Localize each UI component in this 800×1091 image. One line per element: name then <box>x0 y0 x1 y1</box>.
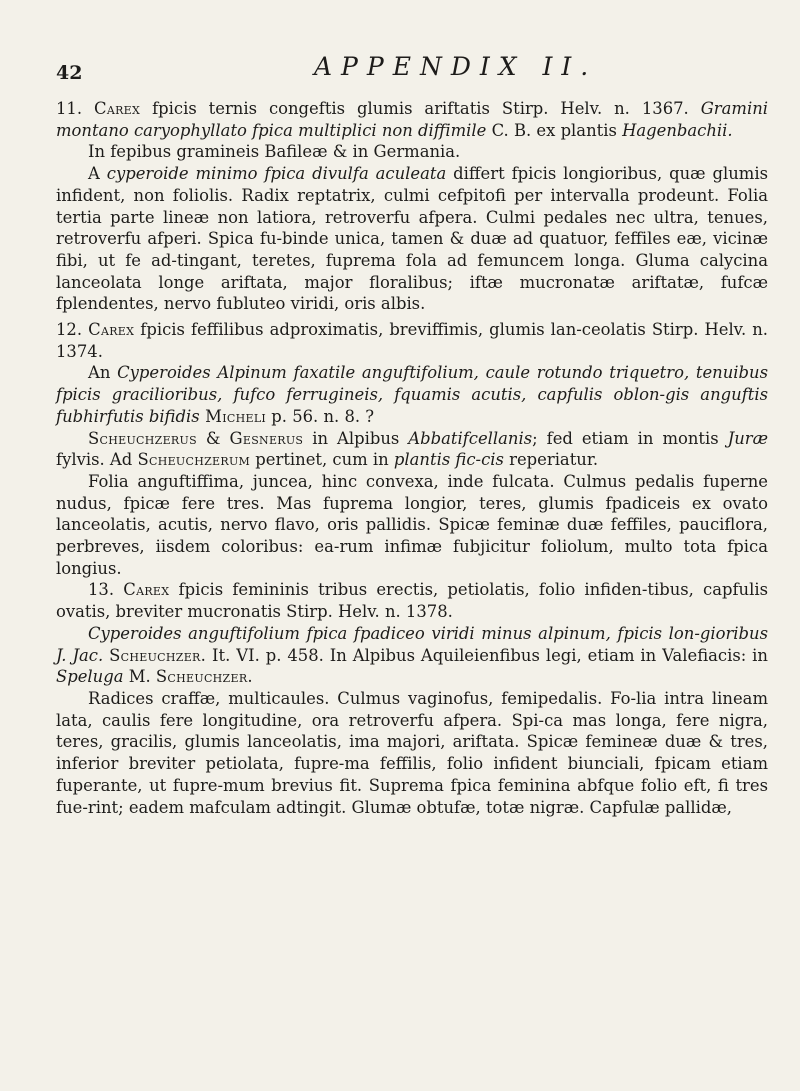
text-segment: p. 56. n. 8. ? <box>266 406 375 426</box>
page-number: 42 <box>56 62 83 84</box>
paragraph-p2 <box>56 141 768 163</box>
text-segment: & <box>196 428 230 448</box>
text-segment: Carex <box>123 580 170 600</box>
text-segment: Gesnerus <box>229 428 304 448</box>
text-segment: Carex <box>94 99 141 118</box>
text-segment: Scheuchzerus <box>88 428 197 448</box>
running-title: APPENDIX II. <box>314 52 598 81</box>
text-segment: A <box>88 164 107 184</box>
paragraph-p7 <box>56 471 768 580</box>
text-segment: fpicis femininis tribus erectis, petiolatis, folio infiden-tibus, capfulis ovatis, breviter mucronatis Stirp. Helv. n. 1378. <box>56 580 768 622</box>
text-segment: Gramini montano caryophyllato fpica multiplici non diffimile <box>56 99 768 140</box>
text-segment: M. <box>123 667 156 687</box>
text-segment: C. B. ex plantis <box>486 120 623 140</box>
text-segment: Cyperoides anguftifolium fpica fpadiceo viridi minus alpinum, fpicis lon-gioribus J. Jac. <box>56 623 768 665</box>
paragraph-p4 <box>56 319 768 362</box>
text-segment: Speluga <box>56 667 124 687</box>
text-segment: differt fpicis longioribus, quæ glumis infident, non foliolis. Radix reptatrix, culmi cefpitofi per intervalla prodeunt. Folia tertia parte lineæ non latiora, retroverfu afpera. Culmi pedales nec ultra, tenues, retroverfu afperi. Spica fu-binde unica, tamen & duæ ad quatuor, feffiles eæ, vicinæ fibi, ut fe ad-tingant, teretes, fuprema fola ad femuncem longa. Gluma calycina lanceolata longe ariftata, major floralibus; iftæ mucronatæ ariftatæ, fufcæ fplendentes, nervo fubluteo viridi, oris albis. <box>56 164 768 314</box>
text-segment: fpicis feffilibus adproximatis, breviffimis, glumis lan-ceolatis Stirp. Helv. n. 1374. <box>56 320 769 361</box>
paragraph-p3 <box>56 163 768 315</box>
text-segment: in Alpibus <box>303 428 409 448</box>
text-segment: 12. <box>56 320 89 340</box>
paragraph-p9 <box>56 623 768 688</box>
text-segment: 13. <box>88 580 124 600</box>
text-segment: Abbatifcellanis <box>408 428 533 448</box>
text-segment: Scheuchzer. <box>109 645 207 665</box>
text-segment: Carex <box>88 320 135 340</box>
text-segment: Folia anguftiffima, juncea, hinc convexa, inde fulcata. Culmus pedalis fuperne nudus, fpicæ fere tres. Mas fuprema longior, teres, glumis fpadiceis ex ovato lanceolatis, acutis, nervo flavo, oris pallidis. Spicæ feminæ duæ feffiles, pauciflora, perbreves, iisdem coloribus: ea-rum infimæ fubjicitur foliolum, multo tota fpica longius. <box>56 471 768 578</box>
body-text <box>56 94 768 818</box>
text-segment: Radices craffæ, multicaules. Culmus vaginofus, femipedalis. Fo-lia intra lineam lata, caulis fere longitudine, ora retroverfu afpera. Spi-ca mas longa, fere nigra, teres, gracilis, glumis lanceolatis, ima majori, ariftata. Spicæ femineæ duæ & tres, inferior breviter petiolata, fupre-ma feffilis, folio infident biunciali, fpicam etiam fuperante, ut fupre-mum brevius fit. Suprema fpica feminina abfque folio eft, fi tres fue-rint; eadem mafculam adtingit. Glumæ obtufæ, totæ nigræ. Capfulæ pallidæ, <box>56 688 768 817</box>
paragraph-p6 <box>56 428 768 471</box>
text-segment: reperiatur. <box>503 450 599 470</box>
page-header <box>56 52 760 88</box>
text-segment: fylvis. Ad <box>56 450 138 470</box>
text-segment: cyperoide minimo fpica divulfa aculeata <box>106 164 447 184</box>
text-segment: fpicis ternis congeftis glumis ariftatis Stirp. Helv. n. 1367. <box>140 99 701 118</box>
text-segment: Scheuchzer. <box>155 667 253 687</box>
text-segment: pertinet, cum in <box>250 450 394 470</box>
text-segment: Hagenbachii. <box>622 120 733 140</box>
paragraph-p10 <box>56 688 768 818</box>
text-segment: Cyperoides Alpinum faxatile anguftifolium, caule rotundo triquetro, tenuibus fpicis gracilioribus, fufco ferrugineis, fquamis acutis, capfulis oblon-gis anguftis fubhirfutis bifidis <box>56 363 768 426</box>
paragraph-p5 <box>56 362 768 427</box>
text-segment: Scheuchzerum <box>137 450 251 470</box>
text-segment: ; fed etiam in montis <box>532 428 728 448</box>
paragraph-p1 <box>56 98 768 141</box>
text-segment: plantis fic-cis <box>393 450 504 470</box>
text-segment: In fepibus gramineis Bafileæ & in Germania. <box>88 142 461 162</box>
text-segment: Juræ <box>727 428 768 448</box>
paragraph-p8 <box>56 579 768 622</box>
text-segment: An <box>88 363 118 383</box>
text-segment: It. VI. p. 458. In Alpibus Aquileienfibus legi, etiam in Valefiacis: in <box>206 645 768 665</box>
text-segment: 11. <box>56 99 95 118</box>
text-segment: Micheli <box>199 406 267 426</box>
